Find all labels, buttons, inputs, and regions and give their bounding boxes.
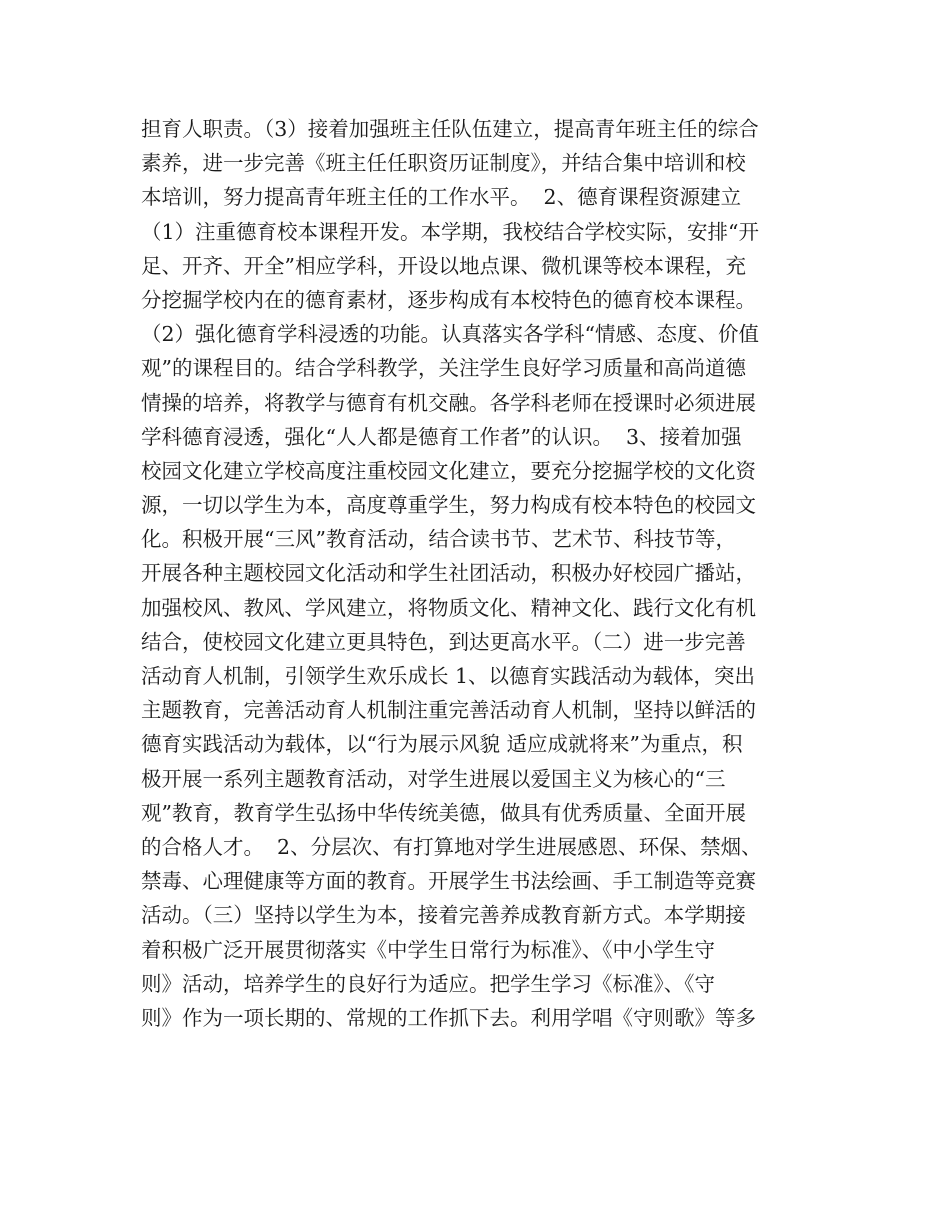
text-line: 的合格人才。 2、分层次、有打算地对学生进展感恩、环保、禁烟、 [141,834,762,859]
text-line: 主题教育，完善活动育人机制注重完善活动育人机制，坚持以鲜活的 [141,698,756,723]
text-line: 结合，使校园文化建立更具特色，到达更高水平。（二）进一步完善 [141,629,746,654]
text-line: 开展各种主题校园文化活动和学生社团活动，积极办好校园广播站， [141,561,756,586]
text-line: 禁毒、心理健康等方面的教育。开展学生书法绘画、手工制造等竞赛 [141,869,756,894]
body-text [141,112,821,1035]
text-line: 足、开齐、开全”相应学科，开设以地点课、微机课等校本课程，充 [141,253,746,278]
text-line: 活动育人机制，引领学生欢乐成长 1、以德育实践活动为载体，突出 [141,664,756,688]
text-line: 加强校风、教风、学风建立，将物质文化、精神文化、践行文化有机 [141,595,756,620]
text-line: 本培训，努力提高青年班主任的工作水平。 2、德育课程资源建立 [141,185,742,210]
text-line: 源，一切以学生为本，高度尊重学生，努力构成有校本特色的校园文 [141,493,756,518]
text-line: 情操的培养，将教学与德育有机交融。各学科老师在授课时必须进展 [141,390,756,415]
text-line: （2）强化德育学科浸透的功能。认真落实各学科“情感、态度、价值 [141,322,760,347]
text-line: 观”的课程目的。结合学科教学，关注学生良好学习质量和高尚道德 [141,356,746,381]
text-line: 学科德育浸透，强化“人人都是德育工作者”的认识。 3、接着加强 [141,424,742,449]
text-line: 化。积极开展“三风”教育活动，结合读书节、艺术节、科技节等， [141,527,736,552]
text-line: 素养，进一步完善《班主任任职资历证制度》，并结合集中培训和校 [141,151,746,176]
text-line: 活动。（三）坚持以学生为本，接着完善养成教育新方式。本学期接 [141,903,746,928]
text-line: 校园文化建立学校高度注重校园文化建立，要充分挖掘学校的文化资 [141,458,756,483]
text-line: 极开展一系列主题教育活动，对学生进展以爱国主义为核心的“三 [141,766,726,791]
text-line: 则》作为一项长期的、常规的工作抓下去。利用学唱《守则歌》等多 [141,1005,756,1030]
text-line: 分挖掘学校内在的德育素材，逐步构成有本校特色的德育校本课程。 [141,287,756,312]
text-line: 则》活动，培养学生的良好行为适应。把学生学习《标准》、《守 [141,971,715,996]
text-line: 着积极广泛开展贯彻落实《中学生日常行为标准》、《中小学生守 [141,937,715,962]
text-line: （1）注重德育校本课程开发。本学期，我校结合学校实际，安排“开 [141,219,760,244]
text-line: 担育人职责。（3）接着加强班主任队伍建立，提高青年班主任的综合 [141,117,759,141]
text-line: 观”教育，教育学生弘扬中华传统美德，做具有优秀质量、全面开展 [141,800,746,825]
text-line: 德育实践活动为载体，以“行为展示风貌 适应成就将来”为重点，积 [141,732,743,757]
